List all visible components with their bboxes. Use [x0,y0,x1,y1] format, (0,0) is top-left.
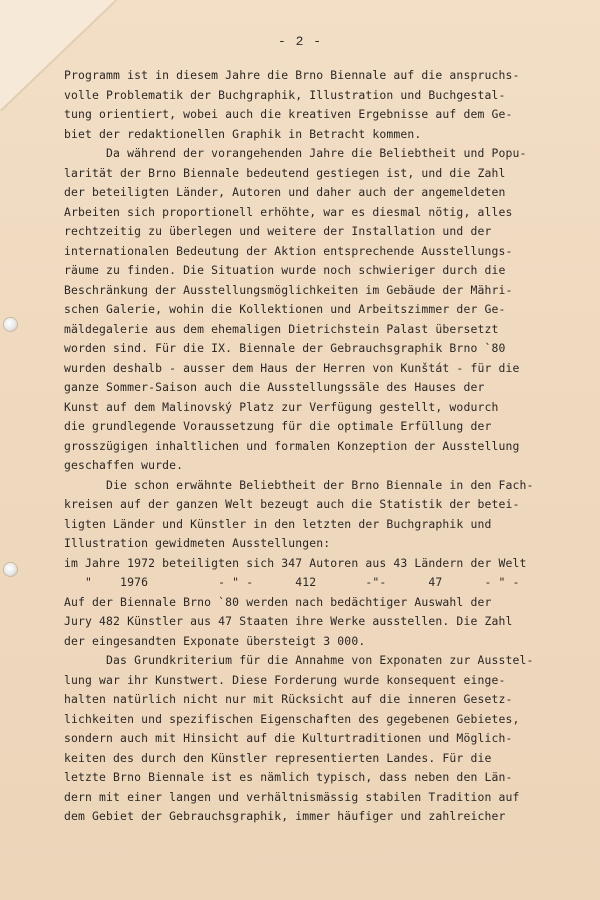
typewritten-body [64,66,594,827]
text-line: lichkeiten und spezifischen Eigenschaften des gegebenen Gebietes, [64,711,520,726]
text-line: dern mit einer langen und verhältnismässig stabilen Tradition auf [64,789,520,804]
text-line: ligten Länder und Künstler in den letzten der Buchgraphik und [64,516,492,531]
text-line: im Jahre 1972 beteiligten sich 347 Autoren aus 43 Ländern der Welt [64,555,527,570]
text-line: lung war ihr Kunstwert. Diese Forderung wurde konsequent einge- [64,672,506,687]
text-line: kreisen auf der ganzen Welt bezeugt auch die Statistik der betei- [64,497,520,511]
text-line: Beschränkung der Ausstellungsmöglichkeiten im Gebäude der Mähri- [64,282,513,297]
text-line: Illustration gewidmeten Ausstellungen: [64,536,331,550]
text-line: grosszügigen inhaltlichen und formalen Konzeption der Ausstellung [64,438,520,453]
text-line: letzte Brno Biennale ist es nämlich typisch, dass neben den Län- [64,770,513,784]
text-line: Auf der Biennale Brno `80 werden nach bedächtiger Auswahl der [64,594,492,609]
text-line: biet der redaktionellen Graphik in Betracht kommen. [64,126,422,141]
text-line: Da während der vorangehenden Jahre die Beliebtheit und Popu- [64,146,527,160]
text-line: " 1976 - " - 412 -"- 47 - " - [64,575,520,589]
text-line: der eingesandten Exponate übersteigt 3 000. [64,633,366,648]
text-line: tung orientiert, wobei auch die kreativen Ergebnisse auf dem Ge- [64,107,513,121]
text-line: räume zu finden. Die Situation wurde noch schwieriger durch die [64,263,506,277]
text-line: wurden deshalb - ausser dem Haus der Herren von Kunštát - für die [64,360,520,375]
text-line: mäldegalerie aus dem ehemaligen Dietrichstein Palast übersetzt [64,321,499,336]
text-line: volle Problematik der Buchgraphik, Illustration und Buchgestal- [64,87,506,102]
text-line: internationalen Bedeutung der Aktion entsprechende Ausstellungs- [64,243,513,258]
text-line: Jury 482 Künstler aus 47 Staaten ihre Werke ausstellen. Die Zahl [64,614,513,628]
text-line: ganze Sommer-Saison auch die Ausstellungssäle des Hauses der [64,380,485,394]
text-line: dem Gebiet der Gebrauchsgraphik, immer häufiger und zahlreicher [64,809,506,823]
text-line: Kunst auf dem Malinovský Platz zur Verfügung gestellt, wodurch [64,399,499,414]
punch-hole-lower [4,563,17,576]
text-line: larität der Brno Biennale bedeutend gestiegen ist, und die Zahl [64,165,506,180]
text-line: schen Galerie, wohin die Kollektionen und Arbeitszimmer der Ge- [64,302,506,316]
text-line: Die schon erwähnte Beliebtheit der Brno Biennale in den Fach- [64,477,534,492]
text-line: keiten des durch den Künstler representierten Landes. Für die [64,750,492,765]
page-number: - 2 - [277,34,322,49]
text-line: halten natürlich nicht nur mit Rücksicht auf die inneren Gesetz- [64,692,513,706]
text-line: rechtzeitig zu überlegen und weitere der Installation und der [64,224,492,238]
text-line: Arbeiten sich proportionell erhöhte, war es diesmal nötig, alles [64,204,513,219]
text-line: die grundlegende Voraussetzung für die optimale Erfüllung der [64,419,492,433]
text-line: geschaffen wurde. [64,458,184,472]
text-line: Das Grundkriterium für die Annahme von Exponaten zur Ausstel- [64,653,534,667]
text-line: Programm ist in diesem Jahre die Brno Biennale auf die anspruchs- [64,68,520,82]
text-line: worden sind. Für die IX. Biennale der Gebrauchsgraphik Brno `80 [64,341,506,355]
text-line: sondern auch mit Hinsicht auf die Kulturtraditionen und Möglich- [64,731,513,745]
punch-hole-upper [4,318,17,331]
text-line: der beteiligten Länder, Autoren und daher auch der angemeldeten [64,185,506,199]
